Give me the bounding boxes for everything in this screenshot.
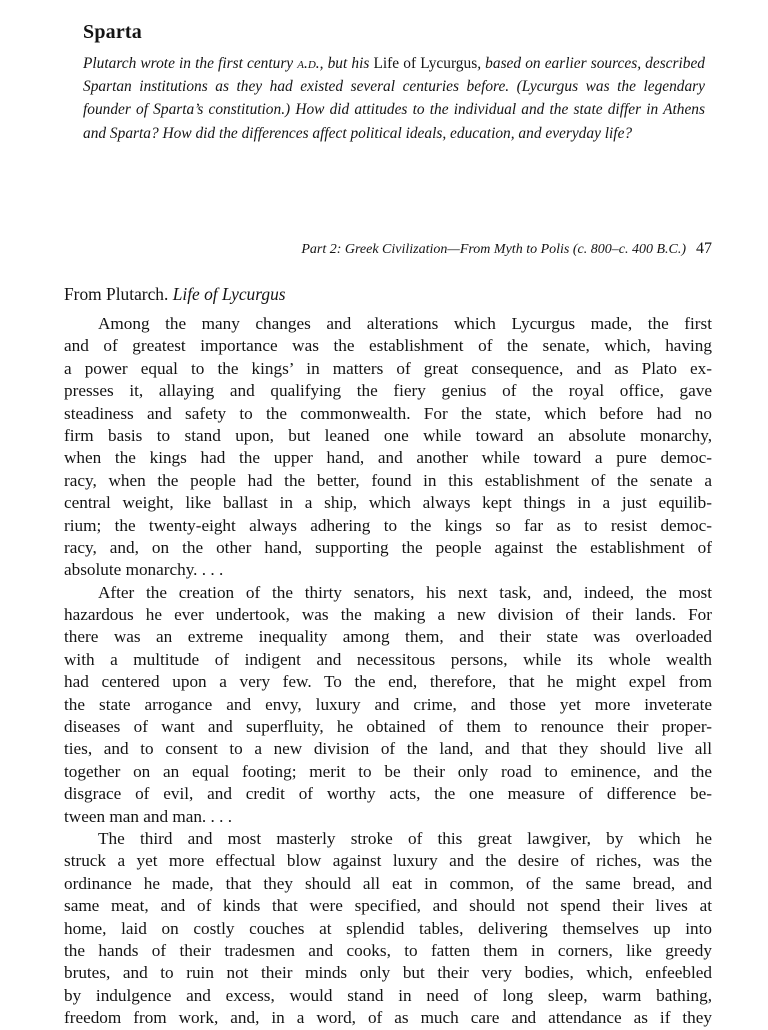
intro-paragraph [83,52,705,145]
body-line: together on an equal footing; merit to be their only road to eminence, and the [64,761,712,781]
body-line: rium; the twenty-eight always adhering to the kings so far as to resist democ- [64,515,712,535]
body-line: the hands of their tradesmen and cooks, to fatten them in corners, like greedy [64,940,712,960]
body-line: with a multitude of indigent and necessitous persons, while its whole wealth [64,649,712,669]
body-line: absolute monarchy. . . . [64,560,224,580]
body-line: ordinance he made, that they should all eat in common, of the same bread, and [64,873,712,893]
running-head-text: Part 2: Greek Civilization—From Myth to Polis (c. 800–c. 400 B.C.) [301,242,686,257]
body-line: hazardous he ever undertook, was the making a new division of their lands. For [64,605,712,625]
body-line: struck a yet more effectual blow against luxury and the desire of riches, was the [64,851,712,871]
body-line: diseases of want and superfluity, he obtained of them to renounce their proper- [64,717,712,737]
section-title: Sparta [83,21,142,43]
body-line: After the creation of the thirty senators, his next task, and, indeed, the most [98,582,712,602]
running-head [150,240,712,258]
page-number: 47 [696,240,712,257]
body-line: brutes, and to ruin not their minds only but their very bodies, which, enfeebled [64,963,712,983]
body-line: presses it, allaying and qualifying the fiery genius of the royal office, gave [64,381,712,401]
body-line: ties, and to consent to a new division of the land, and that they should live all [64,739,712,759]
source-line [64,284,286,305]
intro-text-3: , based on earlier sources, described Spartan institutions as they had existed several centuries before. (Lycurgus was the legendary founder of Sparta’s constitution.) How did attitudes to the individual and the state differ in Athens and Sparta? How did the differences affect political ideals, education, and everyday life? [83,55,705,142]
body-line: tween man and man. . . . [64,806,233,826]
body-line: disgrace of evil, and credit of worthy acts, the one measure of difference be- [64,784,712,804]
body-line: firm basis to stand upon, but leaned one while toward an absolute monarchy, [64,425,712,445]
intro-text-1: Plutarch wrote in the first century [83,55,298,72]
body-line: by indulgence and excess, would stand in need of long sleep, warm bathing, [64,985,712,1005]
body-line: central weight, like ballast in a ship, which always kept things in a just equilib- [64,493,712,513]
body-line: steadiness and safety to the commonwealth. For the state, which before had no [64,403,712,423]
body-line: the state arrogance and envy, luxury and crime, and those yet more inveterate [64,694,712,714]
body-line: home, laid on costly couches at splendid tables, delivering themselves up into [64,918,712,938]
body-line: racy, and, on the other hand, supporting the people against the establishment of [64,537,712,557]
body-line: racy, when the people had the better, found in this establishment of the senate a [64,470,712,490]
body-line: there was an extreme inequality among them, and their state was overloaded [64,627,712,647]
body-line: a power equal to the kings’ in matters of great consequence, and as Plato ex- [64,358,712,378]
body-line: and of greatest importance was the establishment of the senate, which, having [64,336,712,356]
body-line: The third and most masterly stroke of this great lawgiver, by which he [98,828,712,848]
intro-text-2: , but his [319,55,374,72]
body-line: Among the many changes and alterations which Lycurgus made, the first [98,314,712,333]
body-line: same meat, and of kinds that were specified, and should not spend their lives at [64,896,712,916]
body-text [64,313,712,1030]
intro-work-title: Life of Lycurgus [373,55,478,72]
body-line: when the kings had the upper hand, and another while toward a pure democ- [64,448,712,468]
body-line: freedom from work, and, in a word, of as much care and attendance as if they [64,1008,712,1028]
body-line: had centered upon a very few. To the end, therefore, that he might expel from [64,672,712,692]
source-work-title: Life of Lycurgus [172,284,286,304]
source-prefix: From Plutarch. [64,284,173,304]
intro-era: a.d. [297,55,320,72]
